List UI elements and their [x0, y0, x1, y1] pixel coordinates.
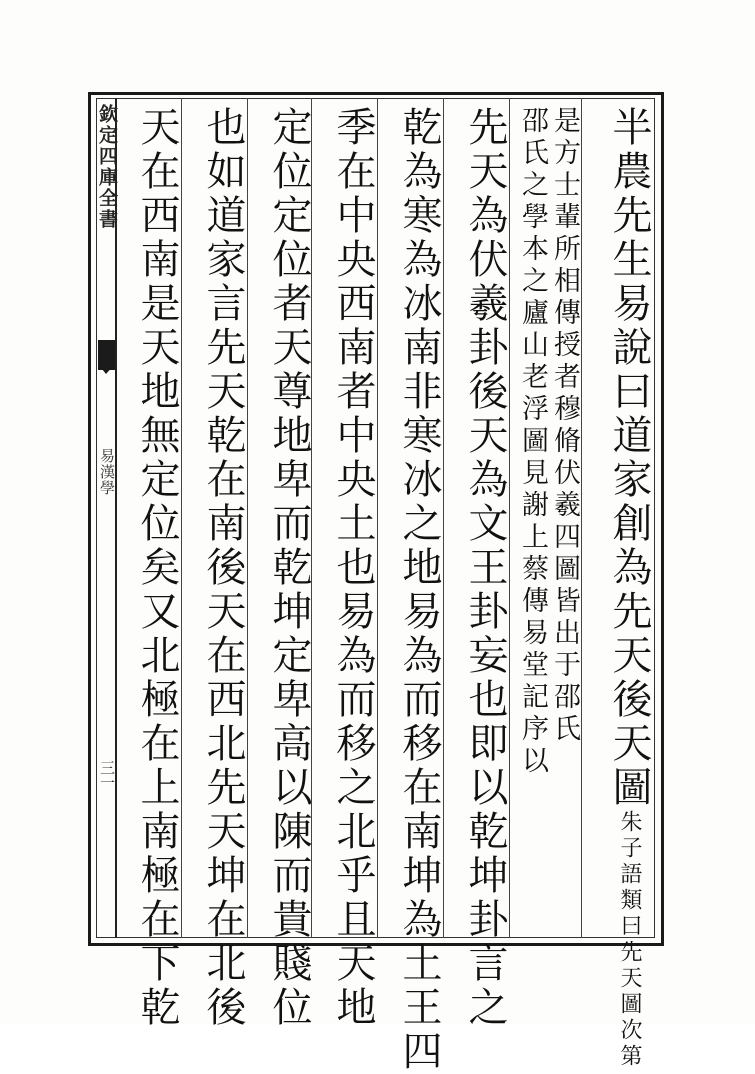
margin-book-title: 易漢學: [98, 448, 116, 496]
margin-page-number: 三一: [98, 760, 116, 790]
text-column-7: 也如道家言先天乾在南後天在西北先天坤在北後: [200, 106, 246, 1030]
text-column-2b: 邵氏之學本之廬山老浮圖見謝上蔡傳易堂記序以: [517, 106, 548, 778]
column-note-text: 朱子語類曰先天圖次第: [617, 810, 642, 1070]
fishtail-notch: [98, 364, 115, 374]
column-divider: [509, 98, 510, 938]
text-column-1: [588, 106, 652, 1070]
column-divider: [443, 98, 444, 938]
text-column-8: 天在西南是天地無定位矣又北極在上南極在下乾: [134, 106, 180, 1030]
text-column-6: 定位定位者天尊地卑而乾坤定卑高以陳而貴賤位: [266, 106, 312, 1030]
column-divider: [581, 98, 582, 938]
text-column-3: 先天為伏羲卦後天為文王卦妄也即以乾坤卦言之: [462, 106, 508, 1030]
text-column-2a: 是方士輩所相傳授者穆脩伏羲四圖皆出于邵氏: [549, 106, 580, 746]
column-divider: [377, 98, 378, 938]
margin-collection-title: 欽定四庫全書: [96, 104, 118, 230]
column-main-text: 半農先生易說曰道家創為先天後天圖: [606, 106, 652, 810]
column-divider: [247, 98, 248, 938]
text-column-4: 乾為寒為冰南非寒冰之地易為而移在南坤為土王四: [396, 106, 442, 1074]
text-column-5: 季在中央西南者中央土也易為而移之北乎且天地: [330, 106, 376, 1030]
column-divider: [181, 98, 182, 938]
